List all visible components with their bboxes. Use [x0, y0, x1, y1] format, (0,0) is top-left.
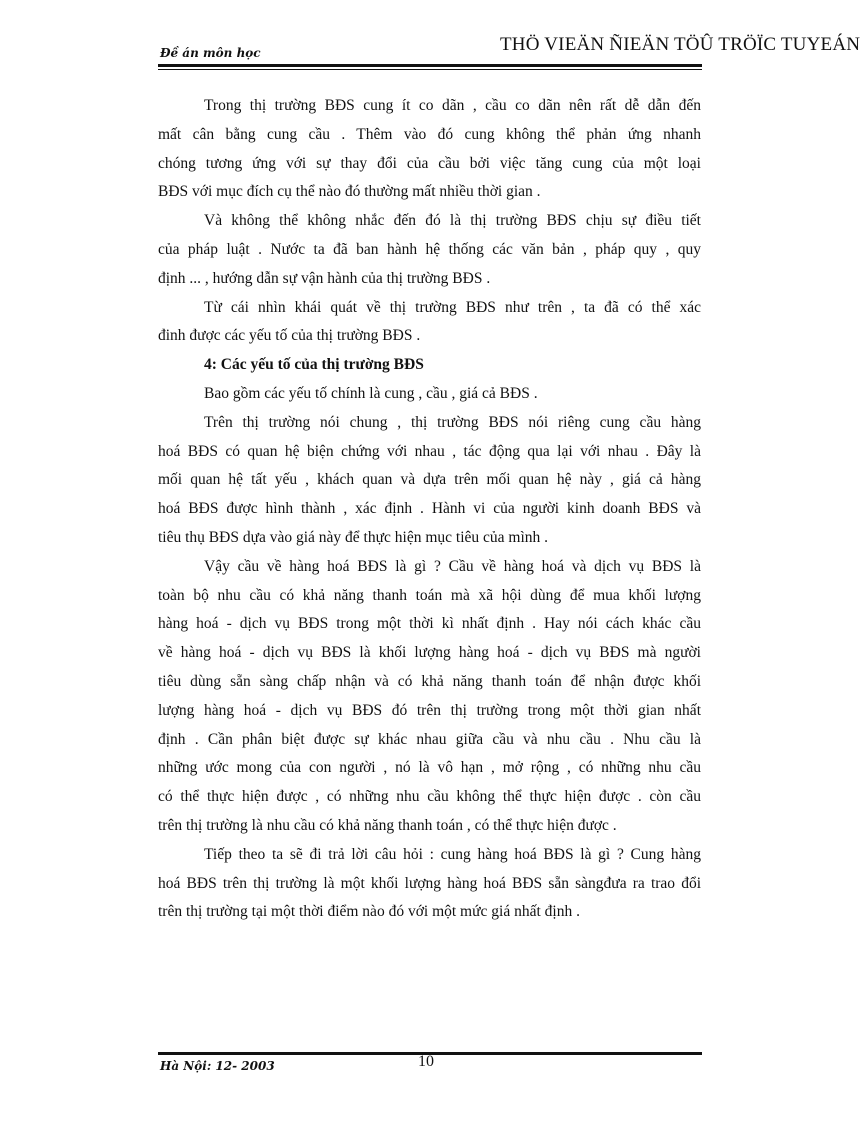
text-line: BĐS với mục đích cụ thể nào đó thường mất nhiều thời gian . — [158, 183, 541, 201]
paragraph — [158, 409, 701, 553]
text-line: về hàng hoá - dịch vụ BĐS là khối lượng hàng hoá - dịch vụ BĐS mà người — [158, 644, 701, 662]
paragraph — [158, 553, 701, 841]
header-course-label: Đề án môn học — [160, 46, 261, 60]
paragraph — [158, 380, 701, 409]
text-line: Vậy cầu về hàng hoá BĐS là gì ? Cầu về hàng hoá và dịch vụ BĐS là — [204, 557, 701, 575]
text-line: của pháp luật . Nước ta đã ban hành hệ thống các văn bản , pháp quy , quy — [158, 240, 701, 258]
section-heading — [158, 351, 701, 380]
text-line: Tiếp theo ta sẽ đi trả lời câu hỏi : cung hàng hoá BĐS là gì ? Cung hàng — [204, 845, 701, 863]
text-line: chóng tương ứng với sự thay đổi của cầu bởi việc tăng cung của một loại — [158, 154, 701, 172]
text-line: định . Cần phân biệt được sự khác nhau giữa cầu và nhu cầu . Nhu cầu là — [158, 730, 701, 748]
footer-place-date: Hà Nội: 12- 2003 — [160, 1059, 275, 1073]
text-line: mối quan hệ tất yếu , khách quan và dựa trên mối quan hệ này , giá cả hàng — [158, 471, 701, 489]
text-line: có thể thực hiện được , có những nhu cầu không thể thực hiện được . còn cầu — [158, 788, 701, 806]
text-line: trên thị trường là nhu cầu có khả năng thanh toán , có thể thực hiện được . — [158, 816, 617, 834]
text-line: đinh được các yếu tố của thị trường BĐS . — [158, 327, 421, 345]
paragraph — [158, 92, 701, 207]
text-line: những ước mong của con người , nó là vô hạn , mở rộng , có những nhu cầu — [158, 759, 701, 777]
text-line: hoá BĐS có quan hệ biện chứng với nhau , tác động qua lại với nhau . Đây là — [158, 442, 701, 460]
text-line: Từ cái nhìn khái quát về thị trường BĐS như trên , ta đã có thể xác — [204, 298, 701, 316]
text-line: Và không thể không nhắc đến đó là thị trường BĐS chịu sự điều tiết — [204, 212, 701, 230]
text-line: lượng hàng hoá - dịch vụ BĐS đó trên thị trường trong một thời gian nhất — [158, 701, 701, 719]
text-line: Trên thị trường nói chung , thị trường BĐS nói riêng cung cầu hàng — [204, 413, 701, 431]
text-line: 4: Các yếu tố của thị trường BĐS — [204, 356, 424, 374]
paragraph — [158, 207, 701, 293]
text-line: hàng hoá - dịch vụ BĐS trong một thời kì nhất định . Hay nói cách khác cầu — [158, 615, 701, 633]
text-line: Trong thị trường BĐS cung ít co dãn , cầu co dãn nên rất dễ dẫn đến — [204, 97, 701, 114]
header-rule — [158, 64, 702, 67]
paragraph — [158, 294, 701, 352]
text-line: định ... , hướng dẫn sự vận hành của thị trường BĐS . — [158, 269, 491, 287]
text-line: trên thị trường tại một thời điểm nào đó với một mức giá nhất định . — [158, 903, 580, 921]
text-line: Bao gồm các yếu tố chính là cung , cầu , giá cả BĐS . — [204, 384, 538, 402]
paragraph — [158, 841, 701, 927]
text-line: hoá BĐS trên thị trường là một khối lượng hàng hoá BĐS sẵn sàngđưa ra trao đổi — [158, 874, 701, 892]
header-library-title: THÖ VIEÄN ÑIEÄN TÖÛ TRÖÏC TUYEÁN — [500, 34, 860, 55]
page-number: 10 — [418, 1053, 434, 1070]
document-body — [158, 92, 701, 927]
text-line: hoá BĐS được hình thành , xác định . Hành vi của người kinh doanh BĐS và — [158, 500, 701, 518]
text-line: mất cân bằng cung cầu . Thêm vào đó cung không thể phản ứng nhanh — [158, 125, 701, 143]
text-line: tiêu dùng sẵn sàng chấp nhận và có khả năng thanh toán để nhận được khối — [158, 672, 701, 690]
text-line: tiêu thụ BĐS dựa vào giá này để thực hiện mục tiêu của mình . — [158, 528, 549, 546]
text-line: toàn bộ nhu cầu có khả năng thanh toán mà xã hội dùng để mua khối lượng — [158, 586, 701, 604]
header-rule-thin — [158, 69, 702, 70]
